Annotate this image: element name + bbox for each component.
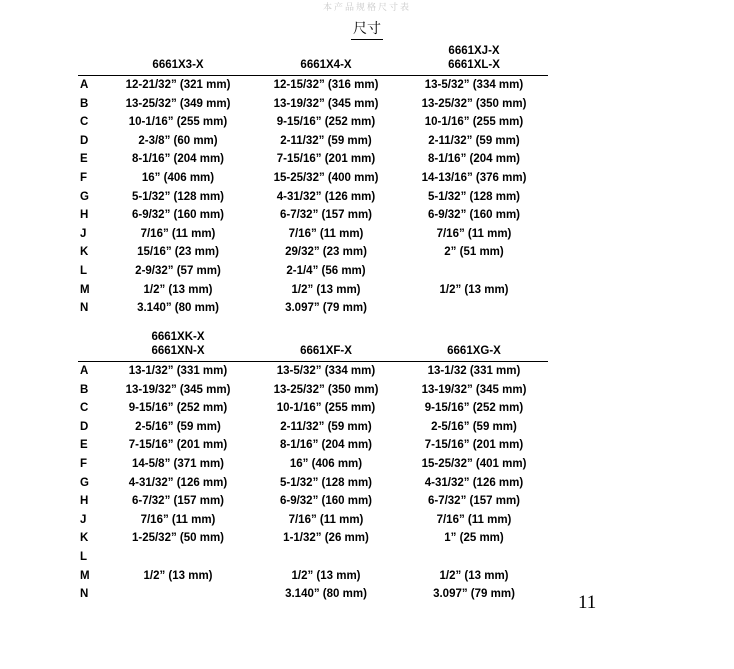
cell-value: 15-25/32” (401 mm) [421,457,527,470]
row-label: L [80,550,88,563]
cell-value: 1/2” (13 mm) [439,569,509,582]
col2-header-line1 [252,330,400,344]
cell-value: 2” (51 mm) [444,246,504,259]
table-row [78,262,548,281]
cell-value: 8-1/16” (204 mm) [427,153,521,166]
cell-value: 10-1/16” (255 mm) [424,116,524,129]
cell-value: 7-15/16” (201 mm) [424,439,524,452]
table-row [78,225,548,244]
cell-value: 13-19/32” (345 mm) [273,97,379,110]
table-header-row-top [78,44,548,58]
cell-value: 2-5/16” (59 mm) [431,420,517,433]
cell-value: 7-15/16” (201 mm) [276,153,376,166]
col3-header-line2: 6661XG-X [447,345,501,357]
row-label: K [80,246,89,259]
cell-value [400,262,548,281]
cell-value: 5-1/32” (128 mm) [279,476,373,489]
table-row [78,548,548,567]
cell-value: 13-19/32” (345 mm) [421,383,527,396]
cell-value: 7/16” (11 mm) [140,227,216,240]
cell-value: 6-7/32” (157 mm) [279,209,373,222]
row-label: C [80,402,89,415]
cell-value [104,548,252,567]
col3-header-line1 [400,330,548,344]
cell-value: 13-5/32” (334 mm) [424,79,524,91]
cell-value: 2-5/16” (59 mm) [135,420,221,433]
cell-value: 2-11/32” (59 mm) [428,134,520,147]
cell-value: 9-15/16” (252 mm) [424,402,524,415]
cell-value: 13-25/32” (350 mm) [273,383,379,396]
cell-value: 13-25/32” (349 mm) [125,97,231,110]
cell-value: 7/16” (11 mm) [436,513,512,526]
col3-header-line1: 6661XJ-X [448,45,500,57]
row-label: M [80,283,90,296]
col2-header-line1 [252,44,400,58]
dimension-table-1 [78,44,548,318]
cell-value: 3.140” (80 mm) [137,302,219,315]
cell-value: 13-1/32” (331 mm) [128,365,228,377]
cell-value: 13-5/32” (334 mm) [276,365,376,377]
cell-value: 15-25/32” (400 mm) [273,171,379,184]
col1-header-line2: 6661XN-X [151,345,205,357]
table-row [78,206,548,225]
cell-value: 4-31/32” (126 mm) [276,190,376,203]
table-2 [78,330,548,604]
table-row [78,492,548,511]
cell-value: 2-11/32” (59 mm) [280,420,372,433]
cell-value: 29/32” (23 mm) [285,246,367,259]
cell-value: 1-1/32” (26 mm) [283,532,369,545]
cell-value: 16” (406 mm) [289,457,363,470]
row-label: J [80,513,87,526]
cell-value: 1/2” (13 mm) [143,283,213,296]
cell-value: 7/16” (11 mm) [288,227,364,240]
page-number: 11 [578,592,597,613]
row-label: D [80,134,89,147]
cell-value: 3.097” (79 mm) [433,588,515,601]
cell-value: 1/2” (13 mm) [291,283,361,296]
cell-value: 1/2” (13 mm) [291,569,361,582]
cell-value: 6-7/32” (157 mm) [131,495,225,508]
row-label: E [80,439,88,452]
row-label: C [80,116,89,129]
table-row [78,511,548,530]
table-row [78,585,548,604]
row-label: G [80,476,89,489]
cell-value: 10-1/16” (255 mm) [276,402,376,415]
cell-value: 15/16” (23 mm) [137,246,219,259]
table-row [78,529,548,548]
cell-value: 10-1/16” (255 mm) [128,116,228,129]
cell-value: 6-7/32” (157 mm) [427,495,521,508]
corner-cell [78,330,104,344]
row-label: A [80,365,89,377]
col2-header-line2: 6661XF-X [300,345,352,357]
row-label: H [80,209,89,222]
cell-value [252,548,400,567]
table-row [78,299,548,318]
cell-value: 14-5/8” (371 mm) [131,457,225,470]
row-label: M [80,569,90,582]
table2-header-row-top [78,330,548,344]
cell-value: 7/16” (11 mm) [436,227,512,240]
row-label: B [80,97,89,110]
cell-value: 4-31/32” (126 mm) [128,476,228,489]
col3-header-line2: 6661XL-X [448,59,500,71]
cell-value: 1-25/32” (50 mm) [131,532,225,545]
cell-value: 6-9/32” (160 mm) [279,495,373,508]
cell-value: 13-25/32” (350 mm) [421,97,527,110]
table-row [78,399,548,418]
cell-value: 12-15/32” (316 mm) [273,79,379,91]
row-label: G [80,190,89,203]
cell-value: 2-3/8” (60 mm) [138,134,218,147]
cell-value [104,585,252,604]
table-row [78,436,548,455]
cell-value: 6-9/32” (160 mm) [131,209,225,222]
col1-header-line1: 6661XK-X [151,331,205,343]
cell-value: 4-31/32” (126 mm) [424,476,524,489]
table-row [78,95,548,114]
cell-value: 8-1/16” (204 mm) [279,439,373,452]
row-label: B [80,383,89,396]
table-row [78,243,548,262]
row-label: H [80,495,89,508]
row-label: J [80,227,87,240]
col1-header-line2: 6661X3-X [152,59,204,71]
table-header-row-bottom [78,58,548,72]
corner-cell [78,44,104,58]
col1-header-line1 [104,44,252,58]
cell-value: 7-15/16” (201 mm) [128,439,228,452]
table-row [78,474,548,493]
row-label: D [80,420,89,433]
table-row [78,113,548,132]
cell-value: 2-9/32” (57 mm) [135,264,221,277]
row-label: L [80,264,88,277]
table-row [78,418,548,437]
cell-value: 12-21/32” (321 mm) [125,79,231,91]
cell-value: 3.097” (79 mm) [285,302,367,315]
page-title [0,18,734,40]
row-label: N [80,302,89,315]
row-label: A [80,79,89,91]
cell-value: 5-1/32” (128 mm) [427,190,521,203]
cell-value [400,548,548,567]
faint-page-header: 本产品规格尺寸表 [322,3,411,13]
row-label: E [80,153,88,166]
cell-value: 1/2” (13 mm) [439,283,509,296]
table-row [78,362,548,381]
col2-header-line2: 6661X4-X [300,59,352,71]
cell-value: 13-1/32 (331 mm) [427,365,521,377]
cell-value: 2-11/32” (59 mm) [280,134,372,147]
table-row [78,281,548,300]
table-row [78,381,548,400]
corner-cell-2 [78,58,104,72]
corner-cell-2 [78,344,104,358]
table-row [78,76,548,95]
row-label: N [80,588,89,601]
table-row [78,169,548,188]
table-row [78,455,548,474]
dimension-table-2 [78,330,548,604]
cell-value: 14-13/16” (376 mm) [421,171,527,184]
cell-value: 13-19/32” (345 mm) [125,383,231,396]
table-row [78,567,548,586]
cell-value: 8-1/16” (204 mm) [131,153,225,166]
table-row [78,150,548,169]
table-row [78,132,548,151]
table2-header-row-bottom [78,344,548,358]
cell-value: 1/2” (13 mm) [143,569,213,582]
cell-value: 16” (406 mm) [141,171,215,184]
cell-value [400,299,548,318]
cell-value: 5-1/32” (128 mm) [131,190,225,203]
row-label: K [80,532,89,545]
cell-value: 6-9/32” (160 mm) [427,209,521,222]
row-label: F [80,457,88,470]
cell-value: 1” (25 mm) [444,532,504,545]
cell-value: 3.140” (80 mm) [285,588,367,601]
table-row [78,188,548,207]
cell-value: 9-15/16” (252 mm) [128,402,228,415]
cell-value: 2-1/4” (56 mm) [286,264,366,277]
cell-value: 7/16” (11 mm) [140,513,216,526]
page-title-text: 尺寸 [351,18,383,40]
table-1 [78,44,548,318]
row-label: F [80,171,88,184]
cell-value: 7/16” (11 mm) [288,513,364,526]
cell-value: 9-15/16” (252 mm) [276,116,376,129]
